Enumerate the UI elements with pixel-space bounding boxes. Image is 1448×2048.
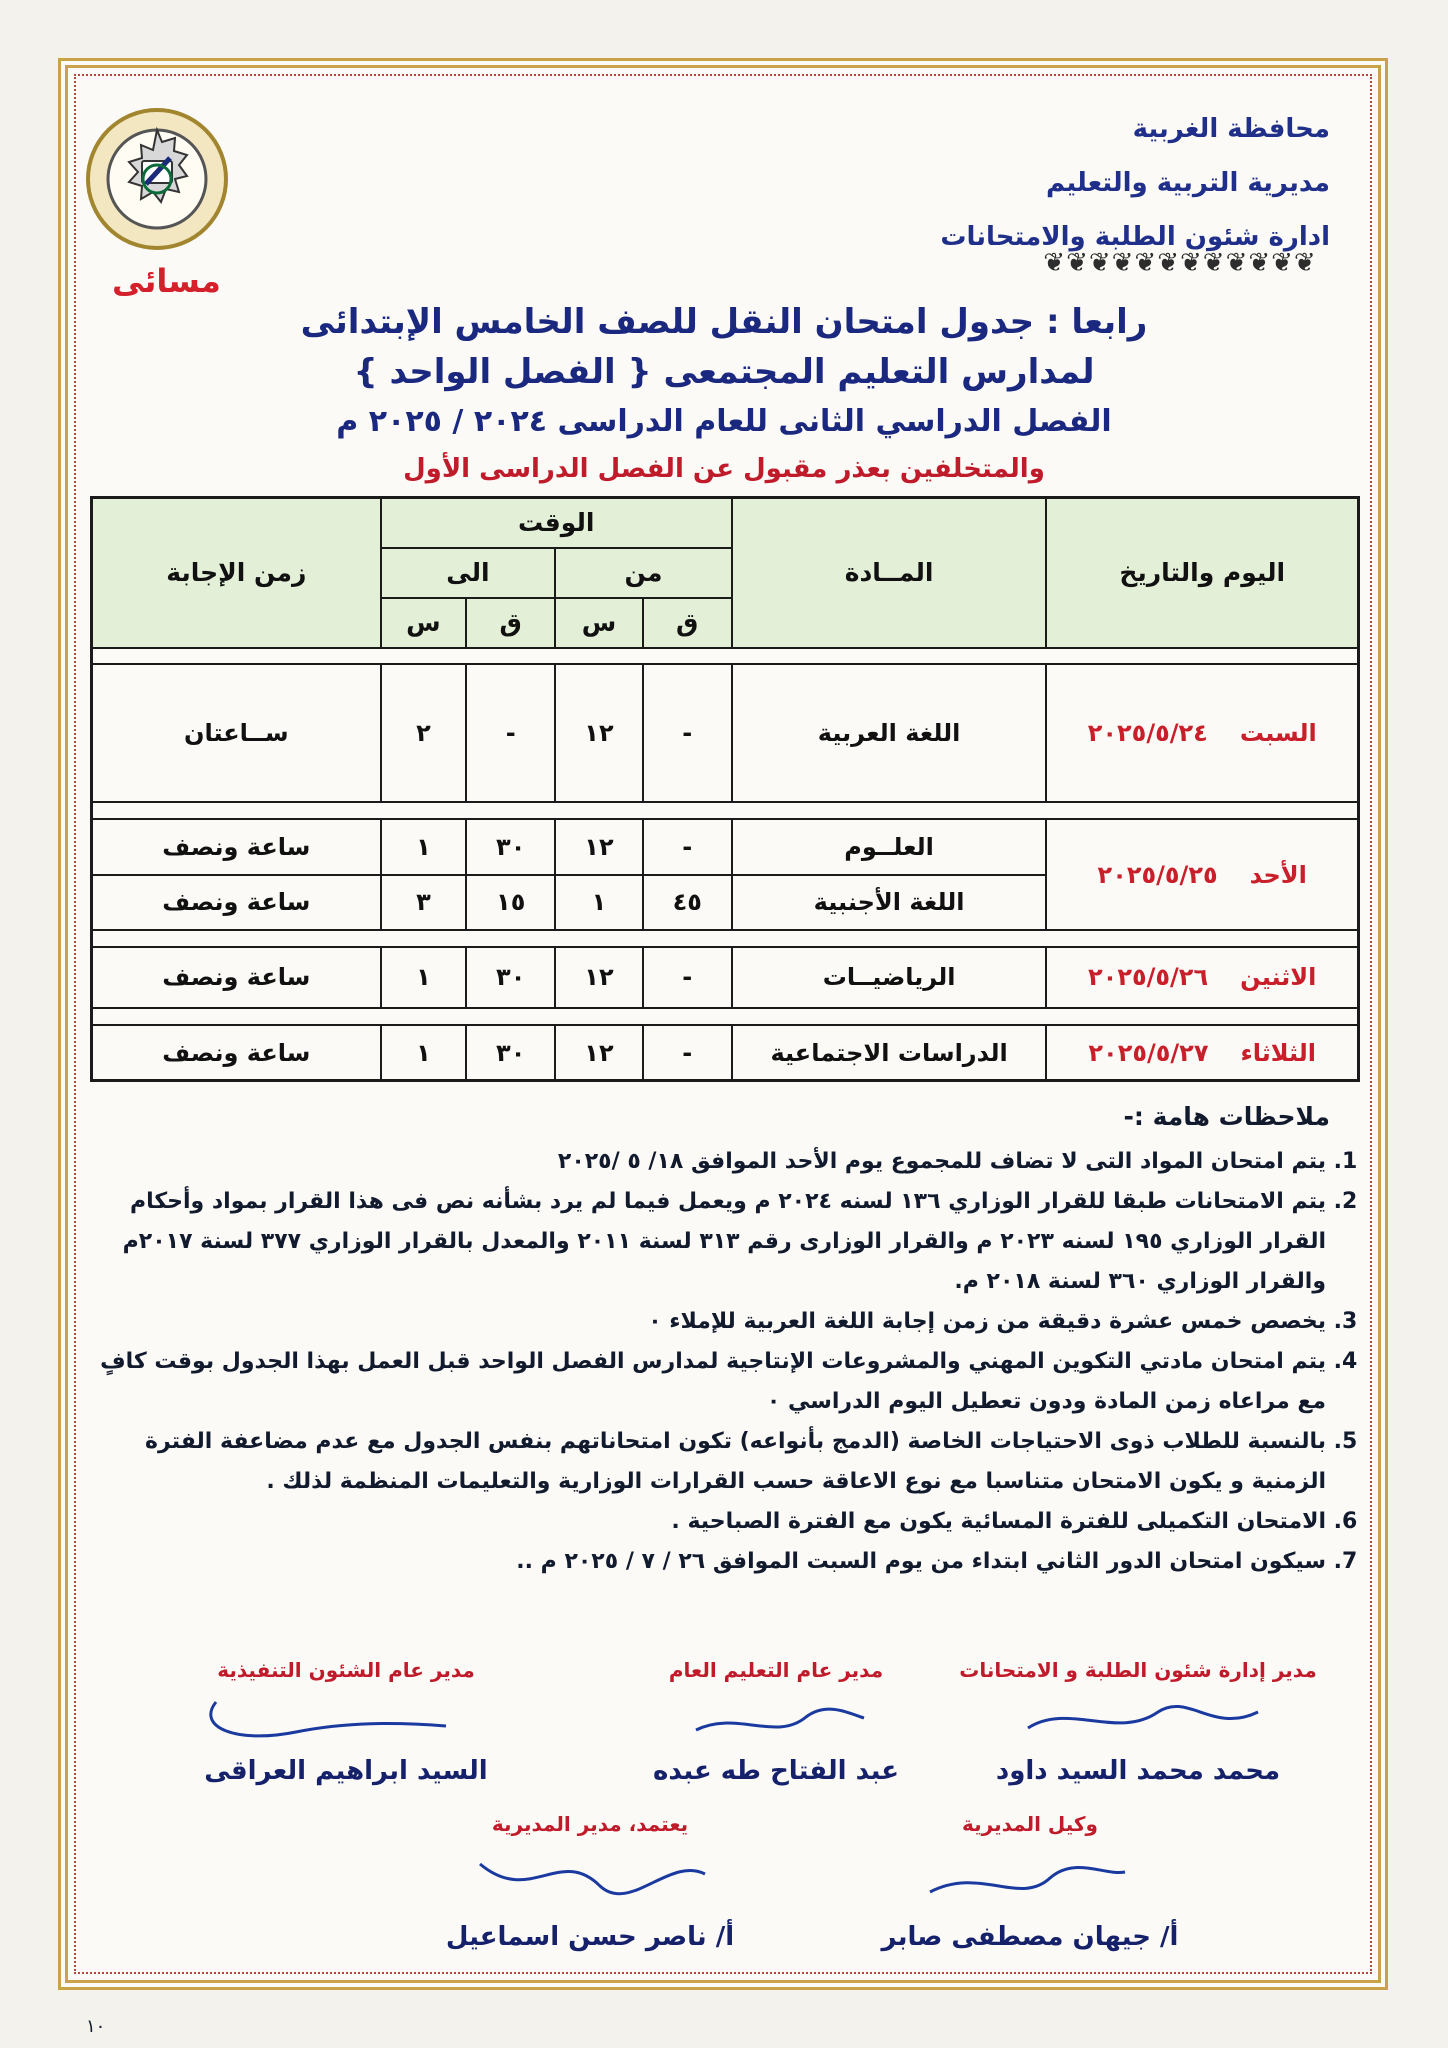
handwritten-signature xyxy=(900,1836,1160,1918)
governorate-name: محافظة الغربية xyxy=(1132,114,1330,144)
late-students-title: والمتخلفين بعذر مقبول عن الفصل الدراسى الأول xyxy=(403,454,1045,484)
handwritten-signature xyxy=(440,1836,740,1918)
day-date-cell: الأحد٢٠٢٥/٥/٢٥ xyxy=(1046,819,1358,929)
evening-shift-label: مسائى xyxy=(112,262,221,300)
signature-name: السيد ابراهيم العراقى xyxy=(204,1756,488,1786)
document-header xyxy=(940,102,1330,264)
header-from-minute: ق xyxy=(643,598,732,648)
duration-cell: ساعة ونصف xyxy=(92,1025,381,1080)
to-hour-cell: ١ xyxy=(381,819,467,874)
note-item: 7. سيكون امتحان الدور الثاني ابتداء من يوم السبت الموافق ٢٦ / ٧ / ٢٠٢٥ م .. xyxy=(80,1542,1326,1582)
day-date-cell: السبت٢٠٢٥/٥/٢٤ xyxy=(1046,664,1358,802)
schedule-title: رابعا : جدول امتحان النقل للصف الخامس الإبتدائى xyxy=(300,302,1148,342)
header-from: من xyxy=(555,548,732,598)
page-number: ١٠ xyxy=(86,2016,106,2037)
header-duration: زمن الإجابة xyxy=(92,498,381,648)
signature-title: مدير عام التعليم العام xyxy=(668,1658,884,1682)
subject-cell: الرياضيــات xyxy=(732,947,1047,1009)
table-row xyxy=(92,1025,1359,1080)
to-minute-cell: ٣٠ xyxy=(466,819,555,874)
table-row xyxy=(92,664,1359,802)
note-item: 2. يتم الامتحانات طبقا للقرار الوزاري ١٣٦ لسنه ٢٠٢٤ م ويعمل فيما لم يرد بشأنه نص فى هذا القرار بمواد وأحكام القرار الوزاري ١٩٥ لسنه ٢٠٢٣ م والقرار الوزارى رقم ٣١٣ لسنة ٢٠١١ والمعدل بالقرار الوزاري ٣٧٧ لسنة ٢٠١٧م والقرار الوزاري ٣٦٠ لسنة ٢٠١٨ م. xyxy=(80,1182,1326,1302)
decorative-ornament: ❦❦❦❦❦❦❦❦❦❦❦❦ xyxy=(1043,248,1317,278)
note-item: 4. يتم امتحان مادتي التكوين المهني والمشروعات الإنتاجية لمدارس الفصل الواحد قبل العمل بهذا الجدول بوقت كافٍ مع مراعاه زمن المادة ودون تعطيل اليوم الدراسي ٠ xyxy=(80,1342,1326,1422)
from-minute-cell: - xyxy=(643,664,732,802)
table-row xyxy=(92,819,1359,874)
subject-cell: اللغة الأجنبية xyxy=(732,875,1047,930)
to-hour-cell: ٢ xyxy=(381,664,467,802)
header-time: الوقت xyxy=(381,498,732,548)
from-minute-cell: - xyxy=(643,947,732,1009)
to-hour-cell: ١ xyxy=(381,1025,467,1080)
header-subject: المــادة xyxy=(732,498,1047,648)
administration-name: ادارة شئون الطلبة والامتحانات xyxy=(940,222,1330,252)
signature-general-education xyxy=(566,1658,986,1786)
signature-name: عبد الفتاح طه عبده xyxy=(652,1756,900,1786)
from-hour-cell: ١٢ xyxy=(555,664,642,802)
signature-name: محمد محمد السيد داود xyxy=(995,1756,1281,1786)
header-to-minute: ق xyxy=(466,598,555,648)
duration-cell: ساعة ونصف xyxy=(92,947,381,1009)
to-minute-cell: ٣٠ xyxy=(466,1025,555,1080)
signature-students-affairs xyxy=(928,1658,1348,1786)
handwritten-signature xyxy=(988,1682,1288,1752)
notes-title: ملاحظات هامة :- xyxy=(1123,1102,1330,1131)
subject-cell: اللغة العربية xyxy=(732,664,1047,802)
from-hour-cell: ١٢ xyxy=(555,1025,642,1080)
note-item: 6. الامتحان التكميلى للفترة المسائية يكون مع الفترة الصباحية . xyxy=(80,1502,1326,1542)
signature-deputy xyxy=(850,1812,1210,1952)
duration-cell: ساعة ونصف xyxy=(92,819,381,874)
header-to-hour: س xyxy=(381,598,467,648)
from-minute-cell: - xyxy=(643,819,732,874)
from-minute-cell: - xyxy=(643,1025,732,1080)
handwritten-signature xyxy=(626,1682,926,1752)
from-minute-cell: ٤٥ xyxy=(643,875,732,930)
exam-schedule-table xyxy=(90,496,1360,1082)
day-date-cell: الاثنين٢٠٢٥/٥/٢٦ xyxy=(1046,947,1358,1009)
schedule-subtitle: لمدارس التعليم المجتمعى { الفصل الواحد } xyxy=(353,352,1095,392)
note-item: 3. يخصص خمس عشرة دقيقة من زمن إجابة اللغة العربية للإملاء ٠ xyxy=(80,1302,1326,1342)
signature-title: مدير عام الشئون التنفيذية xyxy=(217,1658,475,1682)
duration-cell: ساعة ونصف xyxy=(92,875,381,930)
directorate-name: مديرية التربية والتعليم xyxy=(1045,168,1330,198)
to-hour-cell: ١ xyxy=(381,947,467,1009)
signature-title: وكيل المديرية xyxy=(962,1812,1098,1836)
subject-cell: العلــوم xyxy=(732,819,1047,874)
handwritten-signature xyxy=(186,1682,506,1752)
day-date-cell: الثلاثاء٢٠٢٥/٥/٢٧ xyxy=(1046,1025,1358,1080)
signature-name: أ/ ناصر حسن اسماعيل xyxy=(445,1922,735,1952)
header-to: الى xyxy=(381,548,556,598)
to-minute-cell: - xyxy=(466,664,555,802)
signature-title: يعتمد، مدير المديرية xyxy=(491,1812,689,1836)
signature-director xyxy=(410,1812,770,1952)
duration-cell: ســاعتان xyxy=(92,664,381,802)
school-year-title: الفصل الدراسي الثانى للعام الدراسى ٢٠٢٤ / ٢٠٢٥ م xyxy=(336,404,1112,439)
signature-name: أ/ جيهان مصطفى صابر xyxy=(881,1922,1179,1952)
to-minute-cell: ١٥ xyxy=(466,875,555,930)
directorate-seal-logo xyxy=(84,106,230,252)
header-from-hour: س xyxy=(555,598,642,648)
from-hour-cell: ١٢ xyxy=(555,819,642,874)
notes-list xyxy=(80,1142,1356,1582)
to-minute-cell: ٣٠ xyxy=(466,947,555,1009)
subject-cell: الدراسات الاجتماعية xyxy=(732,1025,1047,1080)
from-hour-cell: ١ xyxy=(555,875,642,930)
signature-executive-affairs xyxy=(136,1658,556,1786)
header-day-date: اليوم والتاريخ xyxy=(1046,498,1358,648)
signature-title: مدير إدارة شئون الطلبة و الامتحانات xyxy=(959,1658,1317,1682)
to-hour-cell: ٣ xyxy=(381,875,467,930)
table-row xyxy=(92,947,1359,1009)
from-hour-cell: ١٢ xyxy=(555,947,642,1009)
note-item: 1. يتم امتحان المواد التى لا تضاف للمجموع يوم الأحد الموافق ١٨/ ٥ /٢٠٢٥ xyxy=(80,1142,1326,1182)
note-item: 5. بالنسبة للطلاب ذوى الاحتياجات الخاصة (الدمج بأنواعه) تكون امتحاناتهم بنفس الجدول مع عدم مضاعفة الفترة الزمنية و يكون الامتحان متناسبا مع نوع الاعاقة حسب القرارات الوزارية والتعليمات المنظمة لذلك . xyxy=(80,1422,1326,1502)
